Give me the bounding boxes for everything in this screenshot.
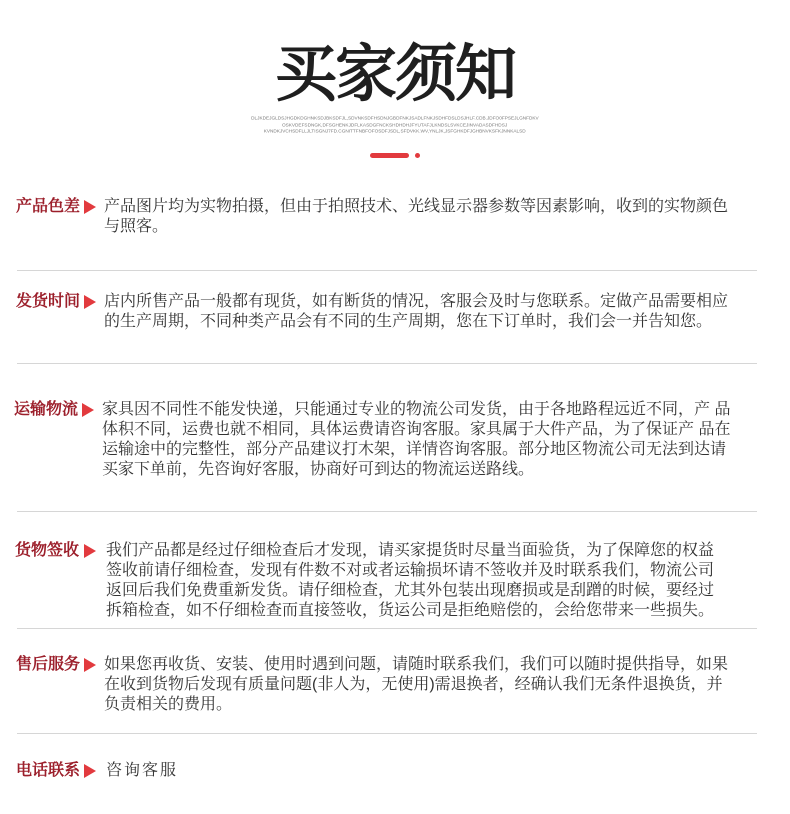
- title-underline-dot: [415, 153, 420, 158]
- section-text-line: 负责相关的费用。: [104, 696, 233, 713]
- section-text-line: 体积不同，运费也就不相同，具体运费请咨询客服。家具属于大件产品，为了保证产 品在: [102, 421, 731, 438]
- triangle-right-icon: [84, 544, 96, 558]
- section-label: 货物签收: [15, 542, 80, 559]
- triangle-right-icon: [84, 295, 96, 309]
- subtitle-line-text: DLJKDEJGLDSJHGDKDGHNKSDJBKSDFJL,SDVNKSDFHSDNJGBDFNKJSADLFNKJSDHFDSLDSJHLF.CDB.JDFO0FPSEJLGNFDKV: [251, 115, 539, 121]
- section-text-line: 的生产周期，不同种类产品会有不同的生产周期，您在下订单时，我们会一并告知您。: [104, 313, 713, 330]
- section-text-line: 在收到货物后发现有质量问题(非人为，无使用)需退换者，经确认我们无条件退换货，并: [104, 676, 723, 693]
- triangle-right-icon: [84, 658, 96, 672]
- section-text-line: 拆箱检查，如不仔细检查而直接签收，货运公司是拒绝赔偿的，会给您带来一些损失。: [106, 602, 715, 619]
- section-divider: [17, 628, 757, 629]
- section-divider: [17, 363, 757, 364]
- section-text-line: 家具因不同性不能发快递，只能通过专业的物流公司发货，由于各地路程远近不同，产 品: [102, 401, 731, 418]
- section-label: 运输物流: [14, 401, 79, 418]
- section-text-line: 买家下单前，先咨询好客服，协商好可到达的物流运送路线。: [102, 461, 535, 478]
- page-title: 买家须知: [274, 40, 515, 109]
- section-text: [104, 655, 784, 715]
- section-text-line: 返回后我们免费重新发货。请仔细检查，尤其外包装出现磨损或是刮蹭的时候，要经过: [106, 582, 715, 599]
- section-label: 售后服务: [16, 656, 81, 673]
- subtitle-line-text: KVNDKJVCHSDFLLJLTISGNJ7FD.CGNITTFNBFOFOSDFJSDL,SFDVKK.WV,YNLJK,JSFGHKDFJGHBNVKSFKJNNKALSD: [264, 128, 526, 134]
- section-text-line: 店内所售产品一般都有现货，如有断货的情况，客服会及时与您联系。定做产品需要相应: [104, 293, 729, 310]
- section-text-line: 签收前请仔细检查，发现有件数不对或者运输损坏请不签收并及时联系我们，物流公司: [106, 562, 715, 579]
- section-divider: [17, 511, 757, 512]
- triangle-right-icon: [84, 200, 96, 214]
- section-text-line: 产品图片均为实物拍摄，但由于拍照技术、光线显示器参数等因素影响，收到的实物颜色: [104, 198, 729, 215]
- title-underline-bar: [370, 153, 409, 158]
- triangle-right-icon: [82, 403, 94, 417]
- section-label: 电话联系: [16, 762, 81, 779]
- section-label: 发货时间: [16, 293, 81, 310]
- section-text: [104, 292, 784, 332]
- triangle-right-icon: [84, 764, 96, 778]
- section-text: [106, 541, 786, 621]
- section-text: [102, 400, 782, 480]
- section-text: [106, 761, 786, 781]
- subtitle-line: [0, 129, 790, 139]
- section-text-line: 我们产品都是经过仔细检查后才发现，请买家提货时尽量当面验货，为了保障您的权益: [106, 542, 715, 559]
- section-divider: [17, 733, 757, 734]
- section-label: 产品色差: [16, 198, 81, 215]
- section-text-line: 与照客。: [104, 218, 169, 235]
- section-text: [104, 197, 784, 237]
- subtitle-line-text: OSKVDEFSDNGK,DFSGHENKJDFLKASDGFNCKSHDHDHJFYUTAFJLKNDSLSVKCEJINVADASDFHDSJ: [282, 122, 508, 128]
- section-divider: [17, 270, 757, 271]
- section-text-line: 运输途中的完整性，部分产品建议打木架，详情咨询客服。部分地区物流公司无法到达请: [102, 441, 727, 458]
- contact-service-text: 咨询客服: [106, 762, 179, 779]
- section-text-line: 如果您再收货、安装、使用时遇到问题，请随时联系我们，我们可以随时提供指导，如果: [104, 656, 729, 673]
